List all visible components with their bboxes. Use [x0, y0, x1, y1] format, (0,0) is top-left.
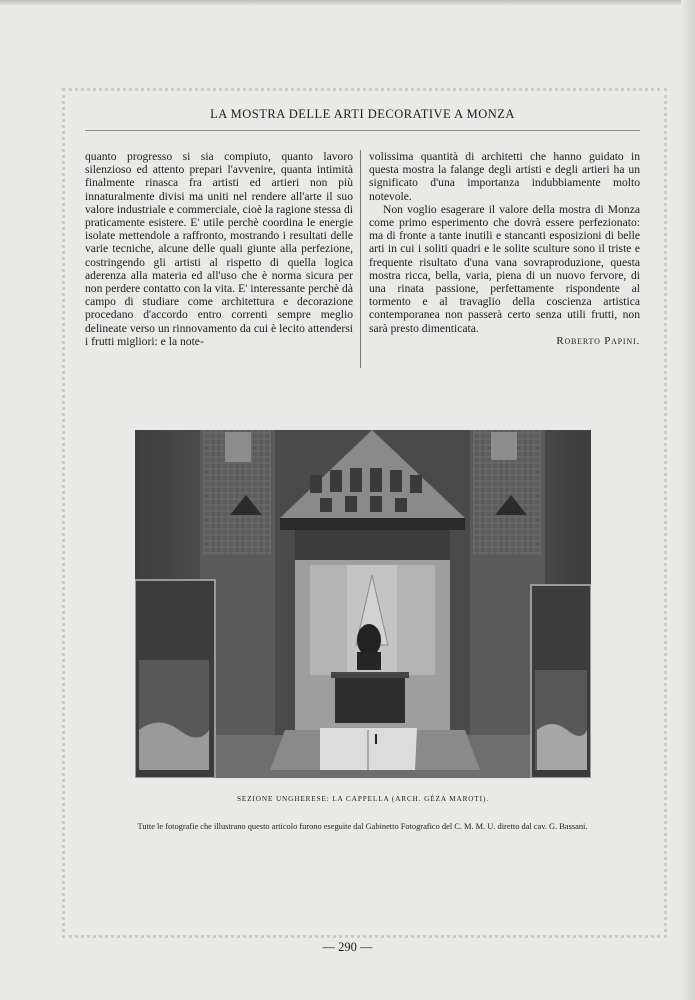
- figure-caption: SEZIONE UNGHERESE: LA CAPPELLA (ARCH. GÉZA MAROTI).: [237, 795, 489, 803]
- column-divider: [360, 150, 361, 368]
- right-text-column: [369, 150, 640, 348]
- right-column-paragraph-2: Non voglio esagerare il valore della mostra di Monza come primo esperimento che dovrà essere perfezionato: ma di fronte a tante inutili e stancanti esposizioni di belle arti in cui i soliti quadri e le solite sculture sono il triste e frequente risultato d'una vana sovraproduzione, questa mostra ricca, bella, varia, piena di un nuovo fervore, di una rinata passione, perfettamente rispondente al tormento e al travaglio della coscienza artistica contemporanea non passerà certo senza utili frutti, non sarà presto dimenticata.: [369, 202, 640, 335]
- page-number: — 290 —: [322, 940, 373, 954]
- running-head: LA MOSTRA DELLE ARTI DECORATIVE A MONZA: [210, 107, 515, 121]
- page-right-shadow: [681, 0, 695, 1000]
- author-signature: Roberto Papini.: [556, 334, 640, 347]
- left-text-column: [85, 150, 353, 348]
- photo-credit: Tutte le fotografie che illustrano questo articolo furono eseguite dal Gabinetto Fotografico del C. M. M. U. diretto dal cav. G. Bassani.: [137, 822, 588, 831]
- page-top-edge: [0, 0, 695, 6]
- right-column-paragraph-1: volissima quantità di architetti che hanno guidato in questa mostra la falange degli artisti e degli artieri ha un significato d'una importanza indubbiamente molto notevole.: [369, 150, 640, 203]
- header-rule: [85, 130, 640, 131]
- chapel-photo-illustration: [135, 430, 591, 778]
- chapel-photograph: [135, 430, 591, 778]
- left-column-paragraph: quanto progresso si sia compiuto, quanto lavoro silenzioso ed attento prepari l'avvenire, quanta intimità finalmente rinasca fra artisti ed artieri non più innaturalmente divisi ma uniti nel rendere all'arte il suo valore industriale e commerciale, cioè la ragione stessa di praticamente esistere. E' utile perchè coordina le energie isolate mettendole a raffronto, mostrando i resultati delle varie tecniche, alcune delle quali giunte alla perfezione, costringendo gli artisti al rispetto di quella logica aderenza alla materia ed all'uso che è norma sicura per non perdere contatto con la vita. E' interessante perchè dà campo di studiare come architettura e decorazione procedano d'accordo entro correnti sempre meglio delineate verso un rinnovamento da cui è lecito attendersi i frutti migliori: e la note-: [85, 150, 353, 348]
